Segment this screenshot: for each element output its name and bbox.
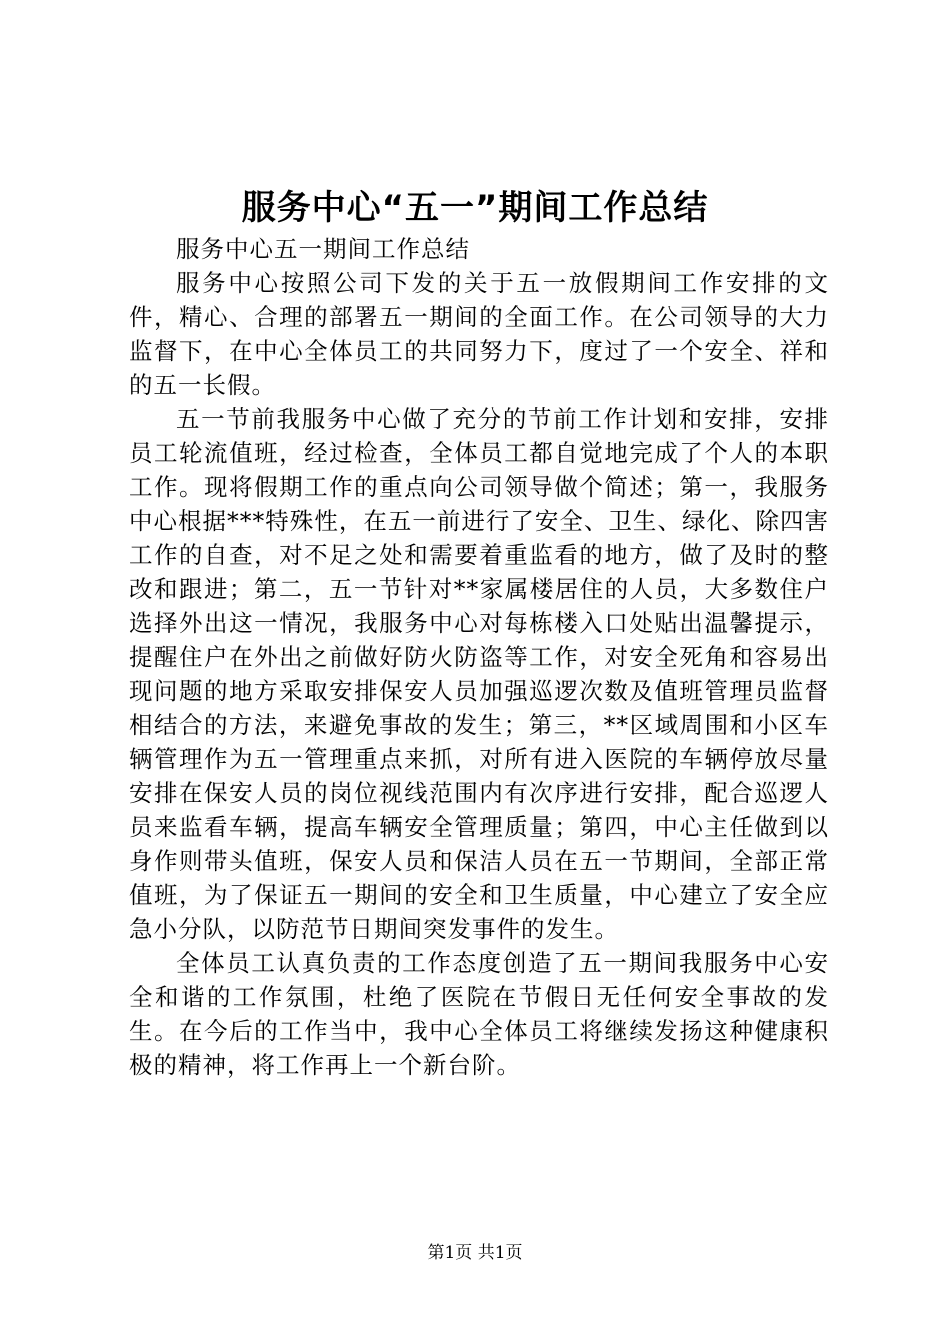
paragraph-subtitle: 服务中心五一期间工作总结 xyxy=(176,235,470,263)
page-footer: 第1页 共1页 xyxy=(427,1243,523,1263)
paragraph-details: 五一节前我服务中心做了充分的节前工作计划和安排，安排员工轮流值班，经过检查，全体员工都自觉地完成了个人的本职工作。现将假期工作的重点向公司领导做个简述；第一，我服务中心根据***特殊性，在五一前进行了安全、卫生、绿化、除四害工作的自查，对不足之处和需要着重监看的地方，做了及时的整改和跟进；第二，五一节针对**家属楼居住的人员，大多数住户选择外出这一情况，我服务中心对每栋楼入口处贴出温馨提示，提醒住户在外出之前做好防火防盗等工作，对安全死角和容易出现问题的地方采取安排保安人员加强巡逻次数及值班管理员监督相结合的方法，来避免事故的发生；第三，**区域周围和小区车辆管理作为五一管理重点来抓，对所有进入医院的车辆停放尽量安排在保安人员的岗位视线范围内有次序进行安排，配合巡逻人员来监看车辆，提高车辆安全管理质量；第四，中心主任做到以身作则带头值班，保安人员和保洁人员在五一节期间，全部正常值班，为了保证五一期间的安全和卫生质量，中心建立了安全应急小分队，以防范节日期间突发事件的发生。 xyxy=(129,405,829,943)
paragraph-intro: 服务中心按照公司下发的关于五一放假期间工作安排的文件，精心、合理的部署五一期间的全面工作。在公司领导的大力监督下，在中心全体员工的共同努力下，度过了一个安全、祥和的五一长假。 xyxy=(129,269,829,399)
document-body xyxy=(129,232,829,1082)
paragraph-conclusion: 全体员工认真负责的工作态度创造了五一期间我服务中心安全和谐的工作氛围，杜绝了医院在节假日无任何安全事故的发生。在今后的工作当中，我中心全体员工将继续发扬这种健康积极的精神，将工作再上一个新台阶。 xyxy=(129,949,829,1079)
document-title: 服务中心“五一”期间工作总结 xyxy=(241,188,709,228)
